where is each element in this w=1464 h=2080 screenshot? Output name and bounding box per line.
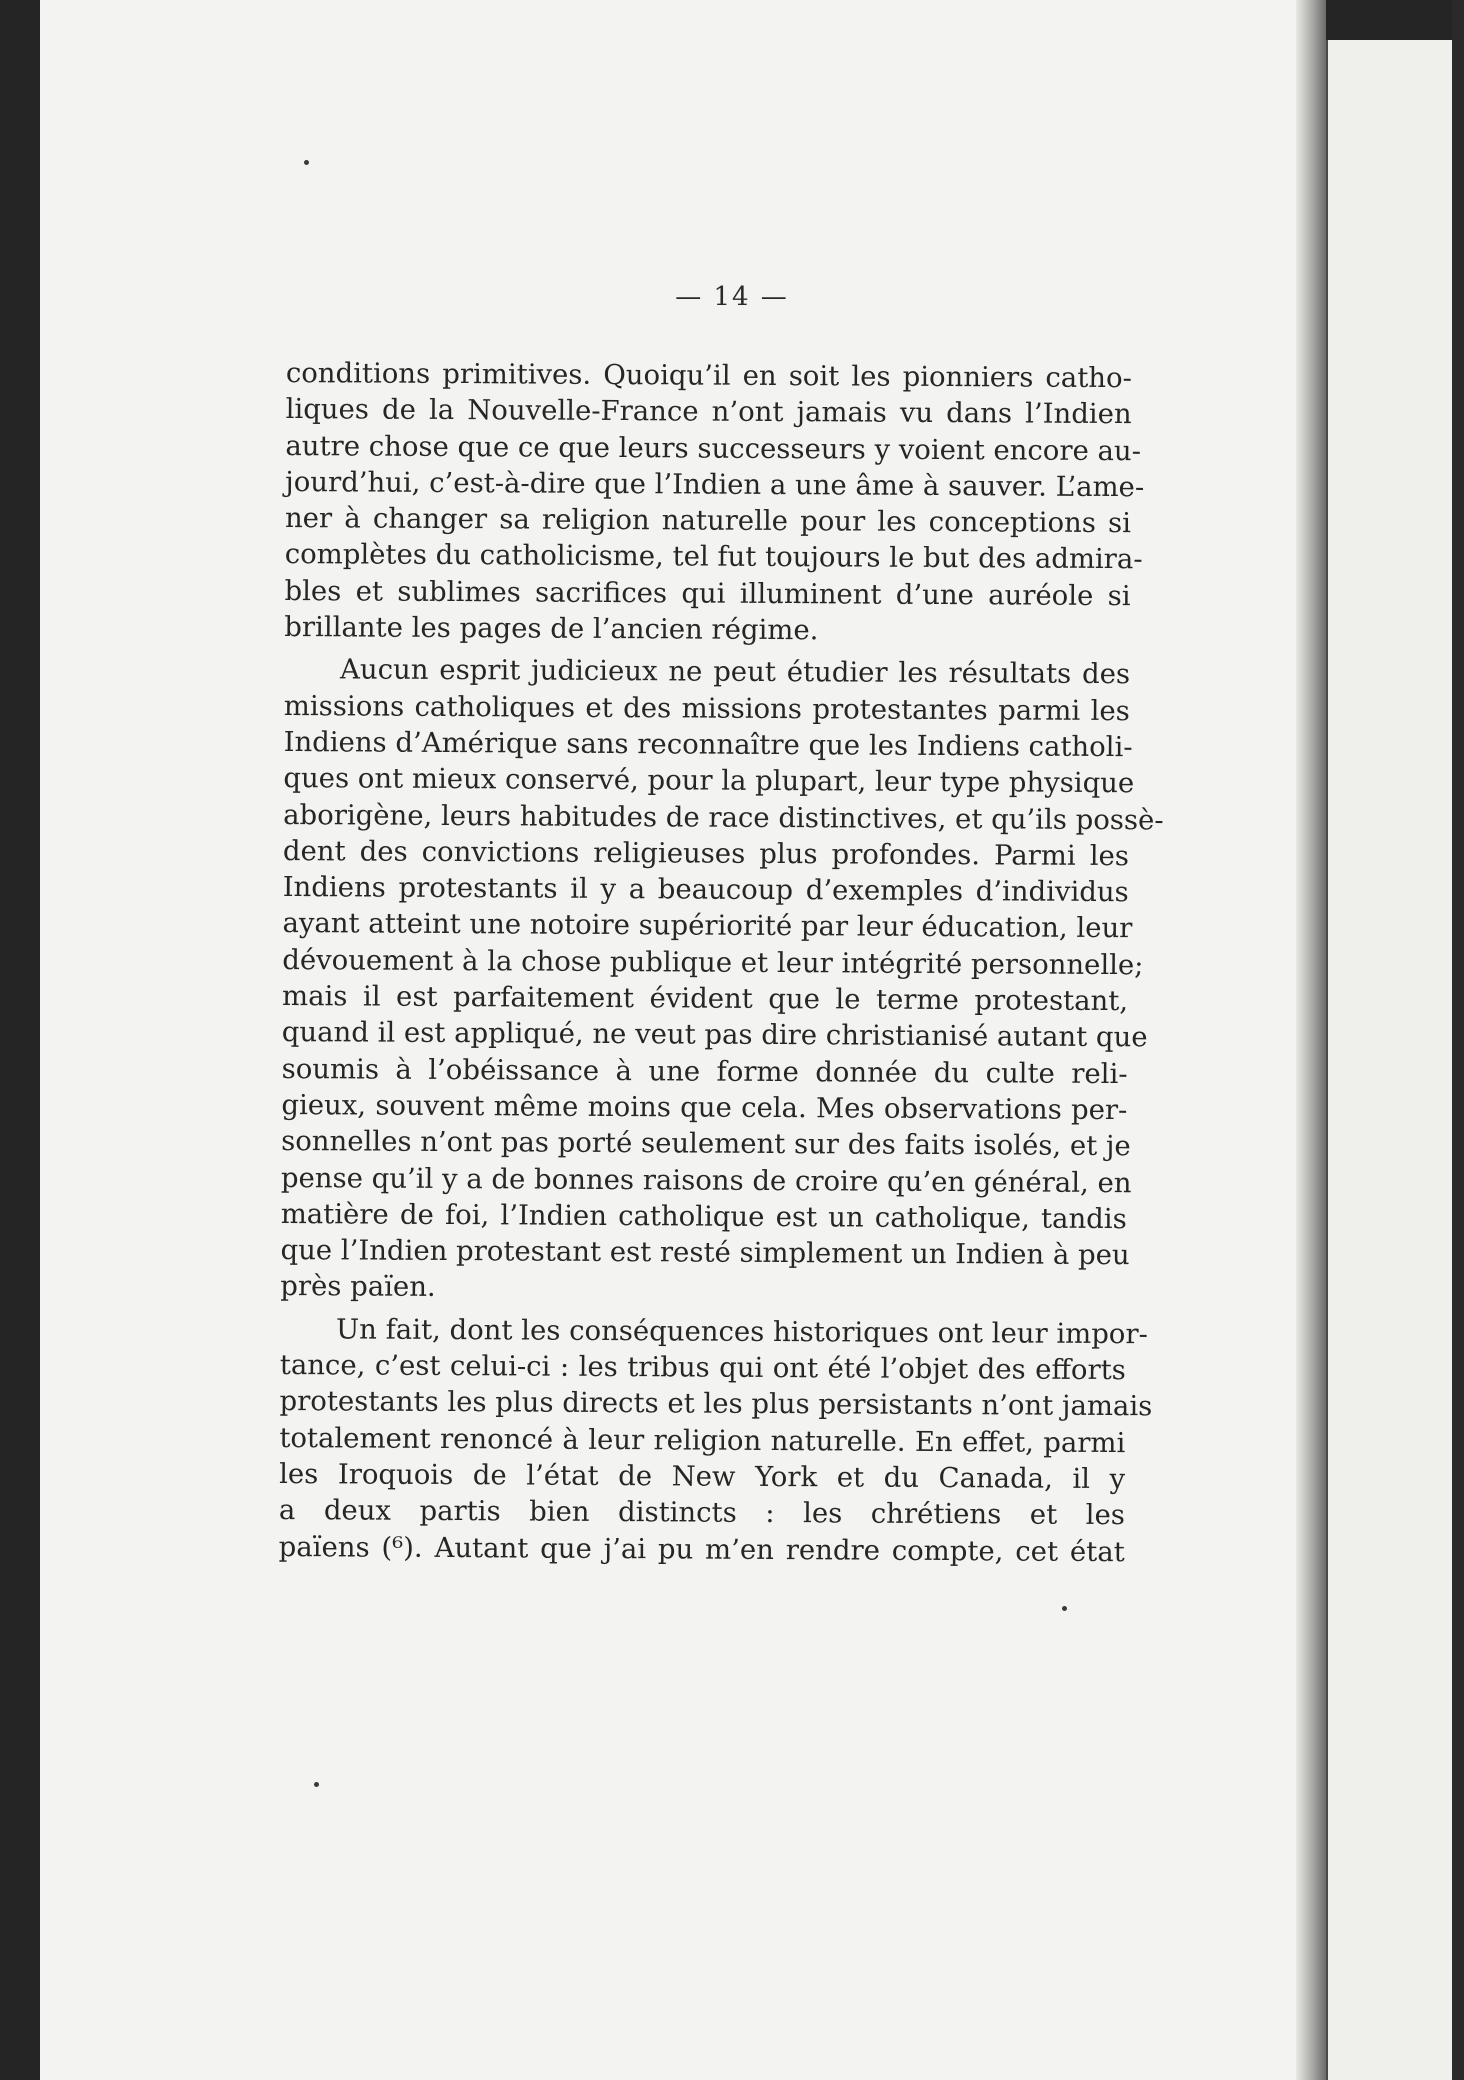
- text-line: sonnelles n’ont pas porté seulement sur des faits isolés, et je: [281, 1125, 1131, 1163]
- text-line: conditions primitives. Quoiqu’il en soit les pionniers catho-: [285, 356, 1132, 395]
- text-line: bles et sublimes sacrifices qui illuminent d’une auréole si: [284, 574, 1131, 612]
- text-line: Indiens d’Amérique sans reconnaître que les Indiens catholi-: [283, 725, 1133, 764]
- text-line: brillante les pages de l’ancien régime.: [284, 611, 819, 647]
- text-line: tance, c’est celui-ci : les tribus qui ont été l’objet des efforts: [279, 1348, 1126, 1387]
- scan-speck: [304, 160, 309, 165]
- body-text: [278, 355, 1164, 1570]
- scan-speck: [1062, 1606, 1067, 1611]
- text-line: païens (⁶). Autant que j’ai pu m’en rendre compte, cet état: [278, 1530, 1125, 1568]
- text-line: complètes du catholicisme, tel fut toujours le but des admira-: [284, 538, 1143, 576]
- text-line: quand il est appliqué, ne veut pas dire christianisé autant que: [281, 1016, 1148, 1054]
- text-line: missions catholiques et des missions protestantes parmi les: [283, 689, 1130, 727]
- book-edge: [1452, 0, 1464, 2080]
- text-line: a deux partis bien distincts : les chrétiens et les: [278, 1494, 1126, 1532]
- text-line: ner à changer sa religion naturelle pour les conceptions si: [284, 502, 1132, 540]
- text-line: autre chose que ce que leurs successeurs y voient encore au-: [285, 429, 1142, 467]
- adjacent-page-edge: [1326, 40, 1454, 2080]
- page-number: — 14 —: [675, 282, 789, 312]
- text-line: totalement renoncé à leur religion naturelle. En effet, parmi: [279, 1421, 1126, 1459]
- text-line: dévouement à la chose publique et leur intégrité personnelle;: [282, 943, 1144, 981]
- text-line: ayant atteint une notoire supériorité par leur éducation, leur: [282, 907, 1133, 945]
- text-line: protestants les plus directs et les plus persistants n’ont jamais: [279, 1385, 1153, 1423]
- text-line: Un fait, dont les conséquences historiques ont leur impor-: [335, 1313, 1148, 1351]
- text-line: que l’Indien protestant est resté simplement un Indien à peu: [280, 1234, 1130, 1272]
- text-line: mais il est parfaitement évident que le terme protestant,: [281, 980, 1129, 1018]
- text-line: Indiens protestants il y a beaucoup d’exemples d’individus: [282, 871, 1129, 909]
- scan-speck: [314, 1782, 319, 1787]
- text-line: Aucun esprit judicieux ne peut étudier les résultats des: [339, 653, 1131, 691]
- text-line: dent des convictions religieuses plus profondes. Parmi les: [282, 834, 1130, 873]
- text-line: jourd’hui, c’est-à-dire que l’Indien a une âme à sauver. L’ame-: [285, 465, 1145, 504]
- text-line: gieux, souvent même moins que cela. Mes observations per-: [281, 1088, 1128, 1127]
- text-line: liques de la Nouvelle-France n’ont jamais vu dans l’Indien: [285, 393, 1132, 431]
- text-line: matière de foi, l’Indien catholique est un catholique, tandis: [280, 1197, 1127, 1235]
- text-line: près païen.: [280, 1270, 436, 1304]
- text-line: aborigène, leurs habitudes de race distinctives, et qu’ils possè-: [283, 798, 1164, 836]
- text-line: soumis à l’obéissance à une forme donnée du culte reli-: [281, 1052, 1128, 1090]
- text-line: pense qu’il y a de bonnes raisons de croire qu’en général, en: [280, 1161, 1132, 1199]
- text-line: les Iroquois de l’état de New York et du Canada, il y: [279, 1457, 1126, 1496]
- page-gutter-shadow: [1296, 0, 1326, 2080]
- text-line: ques ont mieux conservé, pour la plupart, leur type physique: [283, 762, 1135, 800]
